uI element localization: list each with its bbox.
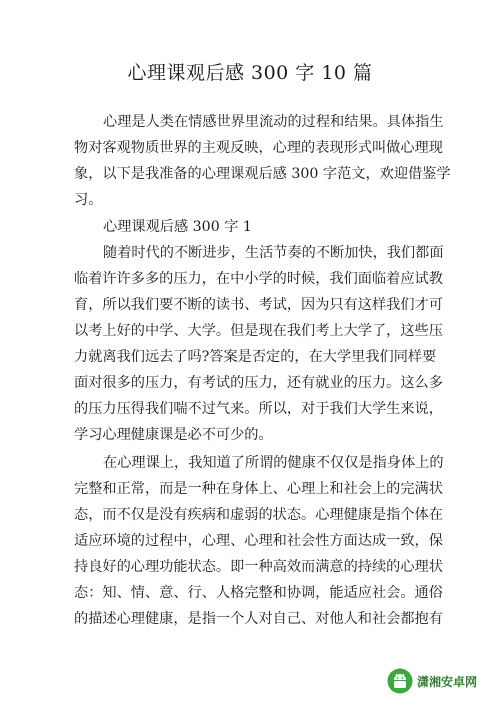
text-line: 学习心理健康课是必不可少的。 [74,427,273,443]
text-line: 以考上好的中学、大学。但是现在我们考上大学了，这些压 [74,323,443,339]
text-line: 物对客观物质世界的主观反映，心理的表现形式叫做心理现 [74,140,443,156]
text-line: 在心理课上，我知道了所谓的健康不仅仅是指身体上的 [103,455,444,471]
document-title: 心理课观后感 300 字 10 篇 [127,62,373,84]
text-line: 象，以下是我准备的心理课观后感 300 字范文，欢迎借鉴学 [74,166,451,182]
text-line: 随着时代的不断进步，生活节奏的不断加快，我们都面 [103,245,444,261]
text-line: 完整和正常，而是一种在身体上、心理上和社会上的完满状 [74,481,443,497]
text-line: 育，所以我们要不断的读书、考试，因为只有这样我们才可 [74,297,443,313]
text-line: 态，而不仅是没有疾病和虚弱的状态。心理健康是指个体在 [74,507,443,523]
text-line: 态：知、情、意、行、人格完整和协调，能适应社会。通俗 [74,585,443,601]
site-watermark [383,665,484,697]
text-line: 持良好的心理功能状态。即一种高效而满意的持续的心理状 [74,559,443,575]
text-line: 的描述心理健康，是指一个人对自己、对他人和社会都抱有 [74,611,443,627]
text-line: 适应环境的过程中，心理、心理和社会性方面达成一致，保 [74,533,443,549]
section-heading: 心理课观后感 300 字 1 [103,219,252,235]
text-line: 心理是人类在情感世界里流动的过程和结果。具体指生 [103,114,444,130]
watermark-text: 潇湘安卓网 [416,674,477,689]
text-line: 力就离我们远去了吗?答案是否定的，在大学里我们同样要 [74,349,437,365]
text-line: 临着许许多多的压力，在中小学的时候，我们面临着应试教 [74,271,443,287]
text-line: 面对很多的压力，有考试的压力，还有就业的压力。这么多 [74,375,443,391]
text-line: 习。 [74,192,103,208]
android-robot-icon [387,668,413,694]
text-line: 的压力压得我们喘不过气来。所以，对于我们大学生来说， [74,401,443,417]
